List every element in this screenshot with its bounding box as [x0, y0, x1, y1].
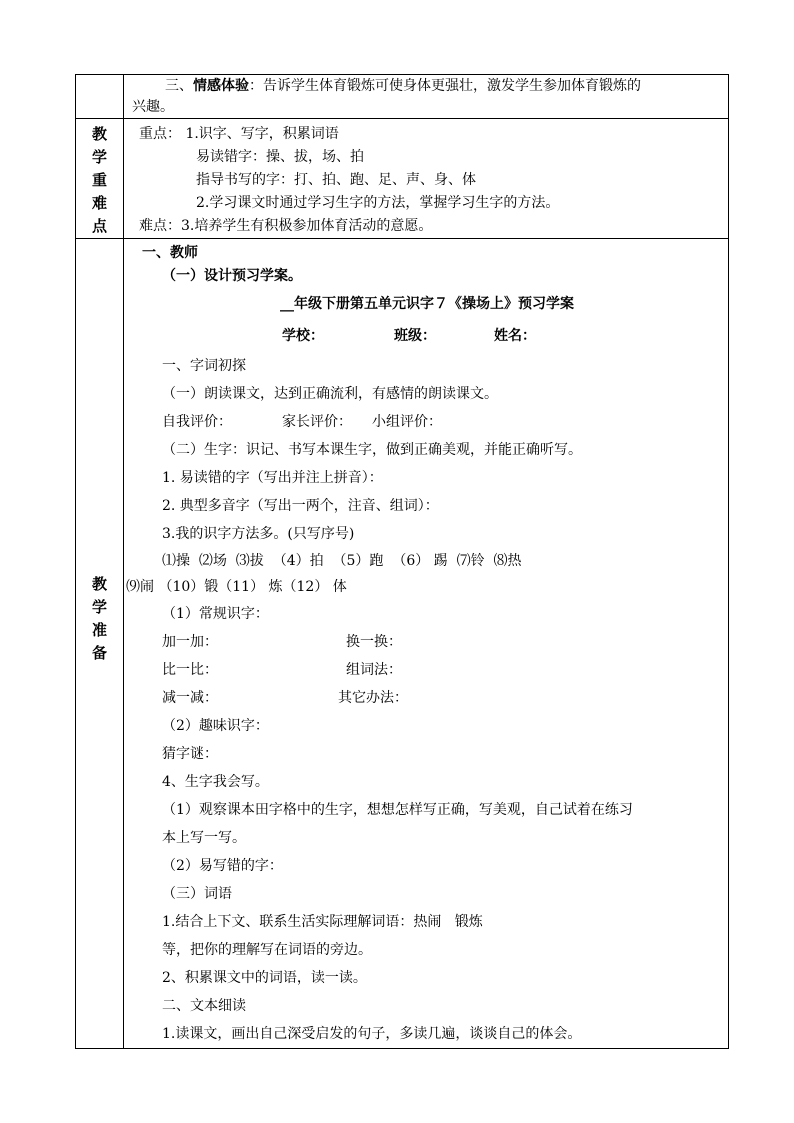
row-prep-label-cell — [76, 239, 124, 1049]
focus-key-point: 重点： 1.识字、写字，积累词语 — [139, 126, 339, 142]
char-list-line-2: ⑼闹 （10）锻（11） 炼（12） 体 — [126, 579, 347, 595]
method-row-1 — [132, 628, 722, 656]
design-heading: （一）设计预习学案。 — [162, 268, 302, 284]
riddle-label: 猜字谜： — [162, 746, 218, 762]
emotion-heading: 情感体验 — [193, 78, 249, 94]
words-item-1b: 等，把你的理解写在词语的旁边。 — [162, 942, 372, 958]
section-2-heading: 二、文本细读 — [162, 998, 246, 1014]
words-heading: （三）词语 — [162, 886, 232, 902]
focus-label-char: 学 — [91, 148, 107, 166]
prep-label-char: 学 — [91, 597, 107, 616]
evaluation-line — [132, 408, 722, 436]
eval-self-label: 自我评价： — [162, 414, 232, 430]
method-word-label: 组词法： — [346, 662, 402, 678]
row-prep — [76, 239, 729, 1049]
focus-label-char: 点 — [91, 217, 107, 235]
focus-writing-chars: 指导书写的字：打、拍、跑、足、声、身、体 — [196, 172, 476, 188]
sub-misread: 1. 易读错的字（写出并注上拼音）： — [162, 470, 383, 486]
row-emotion — [76, 75, 729, 119]
method-row-2 — [132, 656, 722, 684]
method-swap-label: 换一换： — [346, 634, 402, 650]
sub-polyphonic: 2. 典型多音字（写出一两个，注音、组词）： — [162, 498, 439, 514]
words-item-1a: 1.结合上下文、联系生活实际理解词语：热闹 锻炼 — [162, 914, 483, 930]
prep-label-char: 准 — [91, 620, 107, 639]
char-list-line-1: ⑴操 ⑵场 ⑶拔 （4）拍 （5）跑 （6） 踢 ⑺铃 ⑻热 — [162, 553, 522, 569]
method-add-label: 加一加： — [162, 634, 218, 650]
item-read-aloud: （一）朗读课文，达到正确流利，有感情的朗读课文。 — [162, 386, 498, 402]
words-item-2: 2、积累课文中的词语，读一读。 — [162, 970, 367, 986]
section-1-heading: 一、字词初探 — [162, 358, 246, 374]
write-heading: 4、生字我会写。 — [162, 774, 269, 790]
method-other-label: 其它办法： — [338, 690, 408, 706]
method-compare-label: 比一比： — [162, 662, 218, 678]
focus-method: 2.学习课文时通过学习生字的方法，掌握学习生字的方法。 — [196, 195, 560, 211]
name-label: 姓名： — [494, 328, 536, 344]
prep-label-char: 教 — [91, 574, 107, 593]
write-item-2: （2）易写错的字： — [162, 858, 283, 874]
regular-method-heading: （1）常规识字： — [162, 606, 269, 622]
emotion-prefix: 三、 — [165, 78, 193, 94]
row-emotion-label-cell — [76, 75, 124, 119]
row-emotion-content — [124, 75, 729, 119]
write-item-1a: （1）观察课本田字格中的生字，想想怎样写正确，写美观，自己试着在练习 — [162, 802, 633, 818]
eval-parent-label: 家长评价： — [282, 414, 352, 430]
focus-label-char: 难 — [91, 194, 107, 212]
teacher-heading: 一、教师 — [142, 245, 198, 261]
emotion-line-2: 兴趣。 — [132, 99, 174, 115]
focus-difficulty: 难点：3.培养学生有积极参加体育活动的意愿。 — [139, 218, 433, 234]
row-prep-content — [124, 239, 729, 1049]
school-label: 学校： — [282, 328, 324, 344]
method-row-3 — [132, 684, 722, 712]
info-line — [132, 320, 722, 352]
plan-title: __年级下册第五单元识字７《操场上》预习学案 — [280, 296, 574, 312]
item-new-chars: （二）生字：识记、书写本课生字，做到正确美观，并能正确听写。 — [162, 442, 582, 458]
emotion-line-1 — [132, 76, 722, 97]
row-focus-label-cell — [76, 119, 124, 239]
focus-label-char: 教 — [91, 125, 107, 143]
write-item-1b: 本上写一写。 — [162, 830, 246, 846]
sub-methods: 3.我的识字方法多。(只写序号) — [162, 526, 355, 542]
focus-label-char: 重 — [91, 171, 107, 189]
row-focus — [76, 119, 729, 239]
method-subtract-label: 减一减： — [162, 690, 218, 706]
emotion-text: ：告诉学生体育锻炼可使身体更强壮，激发学生参加体育锻炼的 — [249, 78, 641, 94]
class-label: 班级： — [394, 328, 436, 344]
fun-method-heading: （2）趣味识字： — [162, 718, 269, 734]
lesson-plan-table — [75, 74, 729, 1049]
row-focus-content — [124, 119, 729, 239]
eval-group-label: 小组评价： — [372, 414, 442, 430]
prep-label-char: 备 — [91, 643, 107, 662]
read-item-1: 1.读课文，画出自己深受启发的句子，多读几遍，谈谈自己的体会。 — [162, 1026, 582, 1042]
focus-misread-chars: 易读错字：操、拔，场、拍 — [196, 149, 364, 165]
